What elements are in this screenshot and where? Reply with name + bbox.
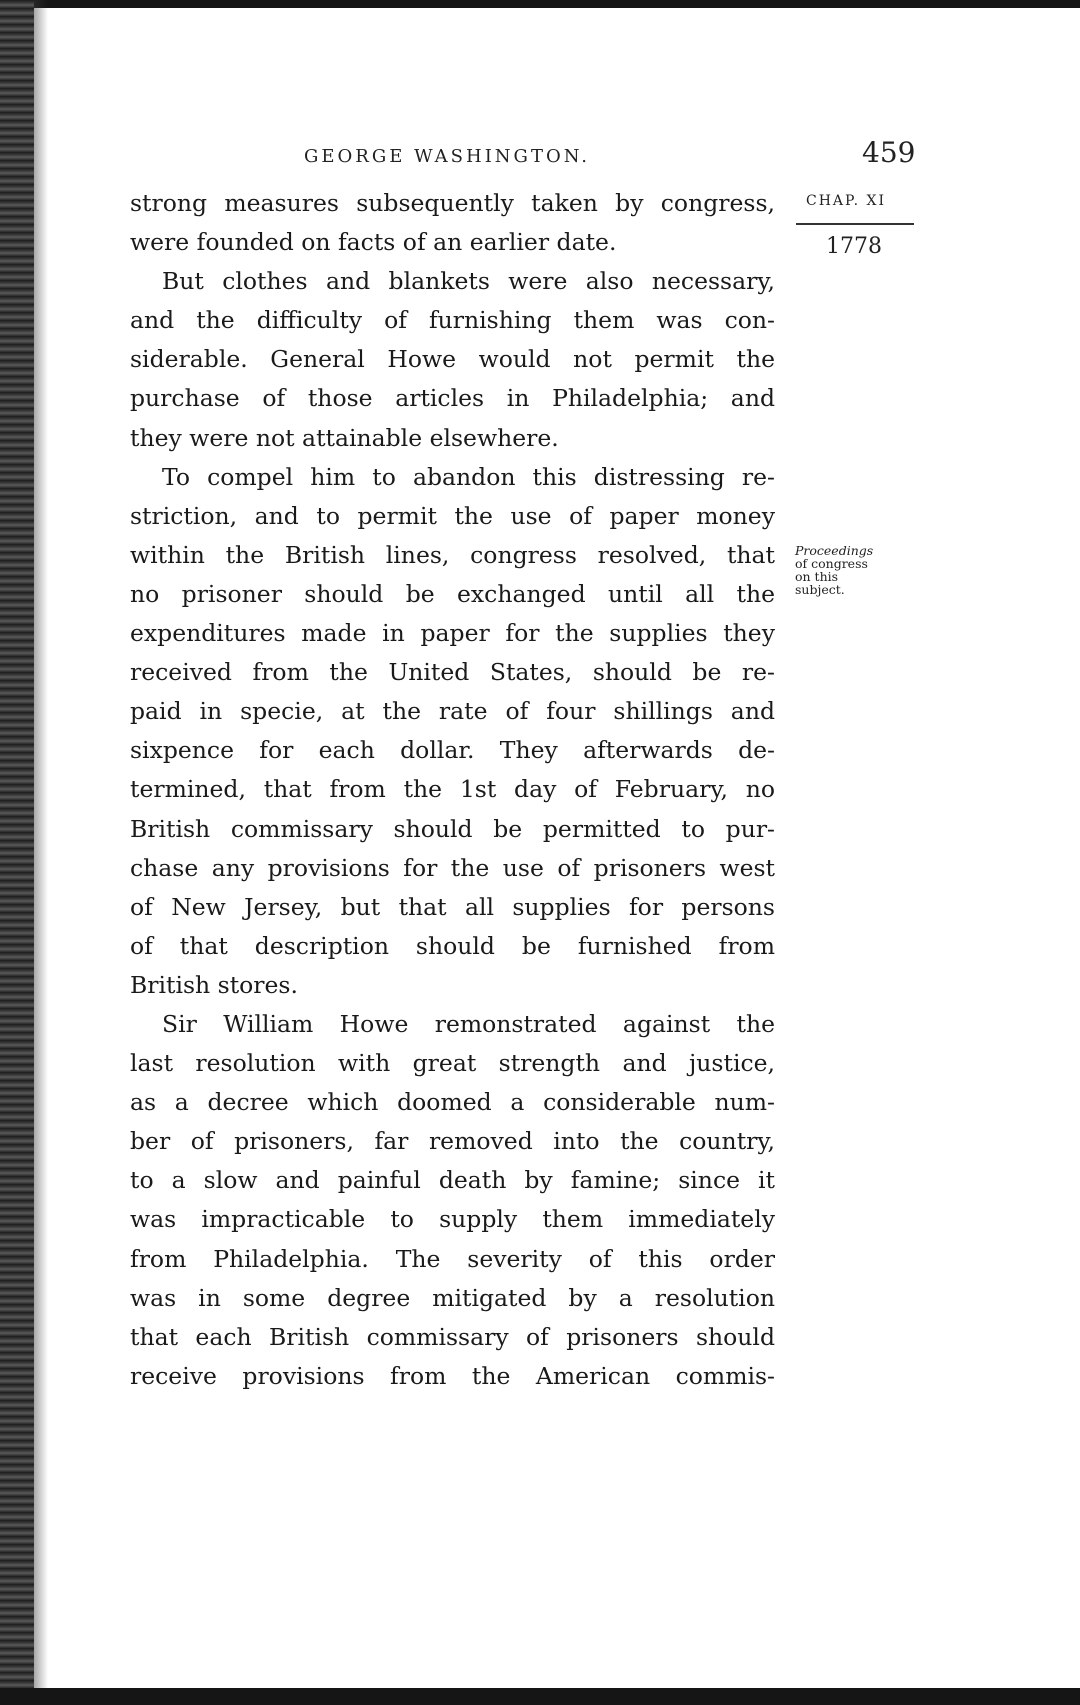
- text-line: and the difficulty of furnishing them was con-: [130, 306, 775, 335]
- text-line: to a slow and painful death by famine; since it: [130, 1166, 775, 1195]
- text-line: last resolution with great strength and justice,: [130, 1049, 775, 1078]
- chapter-rule: [796, 223, 914, 225]
- text-line: sixpence for each dollar. They afterwards de-: [130, 736, 775, 765]
- sidenote-line: Proceedings: [795, 543, 874, 558]
- text-line: To compel him to abandon this distressing re-: [162, 462, 775, 491]
- scan-edge-shadow: [34, 0, 48, 1705]
- text-line: Sir William Howe remonstrated against the: [162, 1009, 775, 1038]
- text-line: purchase of those articles in Philadelphia; and: [130, 384, 775, 413]
- text-line: received from the United States, should be re-: [130, 658, 775, 687]
- text-line: strong measures subsequently taken by congress,: [130, 189, 775, 217]
- text-line: as a decree which doomed a considerable num-: [130, 1088, 775, 1117]
- sidenote-line: on this: [795, 569, 839, 584]
- chapter-label: CHAP. XI: [806, 193, 887, 209]
- text-line: was impracticable to supply them immediately: [130, 1205, 775, 1234]
- text-line: were founded on facts of an earlier date.: [130, 228, 617, 257]
- text-line: expenditures made in paper for the supplies they: [130, 619, 775, 648]
- body-text: [130, 184, 775, 1396]
- text-line: they were not attainable elsewhere.: [130, 423, 559, 452]
- text-line: no prisoner should be exchanged until all the: [130, 579, 775, 608]
- sidenote-line: of congress: [795, 556, 868, 571]
- text-line: of that description should be furnished from: [130, 931, 775, 960]
- scan-edge-top: [0, 0, 1080, 8]
- text-line: termined, that from the 1st day of February, no: [130, 775, 775, 804]
- text-line: paid in specie, at the rate of four shillings and: [130, 697, 775, 726]
- margin-year: 1778: [826, 234, 882, 259]
- text-line: But clothes and blankets were also necessary,: [162, 267, 775, 296]
- text-line: siderable. General Howe would not permit the: [130, 345, 775, 374]
- text-line: from Philadelphia. The severity of this order: [130, 1244, 775, 1273]
- text-line: chase any provisions for the use of prisoners west: [130, 853, 775, 882]
- running-head: GEORGE WASHINGTON.: [304, 146, 591, 167]
- text-line: within the British lines, congress resolved, that: [130, 540, 775, 569]
- scan-edge-binding: [0, 0, 34, 1705]
- text-line: British commissary should be permitted to pur-: [130, 814, 775, 843]
- sidenote: [795, 544, 915, 596]
- page-number: 459: [862, 136, 916, 169]
- text-line: receive provisions from the American commis-: [130, 1361, 775, 1390]
- scan-edge-bottom: [0, 1688, 1080, 1705]
- text-line: of New Jersey, but that all supplies for persons: [130, 892, 775, 921]
- sidenote-line: subject.: [795, 582, 845, 597]
- text-line: striction, and to permit the use of paper money: [130, 501, 775, 530]
- text-line: British stores.: [130, 970, 298, 999]
- text-line: was in some degree mitigated by a resolution: [130, 1283, 775, 1312]
- text-line: that each British commissary of prisoners should: [130, 1322, 775, 1351]
- text-line: ber of prisoners, far removed into the country,: [130, 1127, 775, 1156]
